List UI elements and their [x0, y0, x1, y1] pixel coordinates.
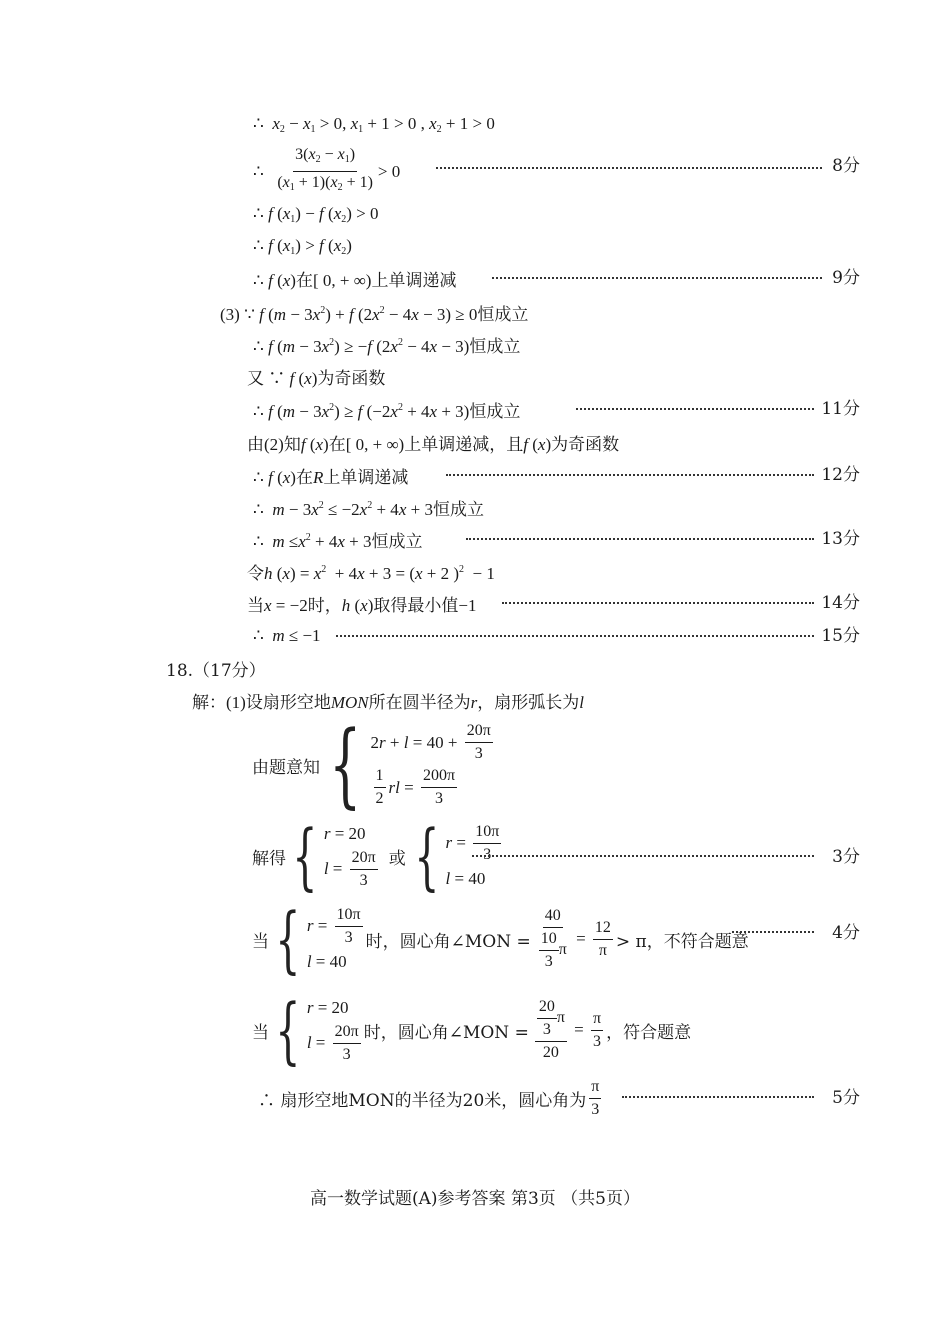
- step-line: [0, 296, 950, 328]
- score-label: 3分: [832, 847, 860, 867]
- step-inequality: ∴ $m - 3x^2 \le -2x^2 + 4x + 3$恒成立: [253, 499, 484, 519]
- step-line: [0, 555, 950, 587]
- conclusion: ∴ 扇形空地MON的半径为20米，圆心角为 $\frac{\pi}{3}$: [258, 1077, 600, 1118]
- score-label: 9分: [832, 268, 860, 288]
- step-line: [0, 491, 950, 523]
- step-define-h: 令h $(x) = x^2 + 4x + 3 = (x + 2$ )$^2$ − 1: [247, 563, 495, 583]
- step-line: [0, 262, 950, 294]
- solved-label: 解得: [252, 848, 286, 869]
- given-label: 由题意知: [252, 757, 320, 778]
- step-line: [0, 360, 950, 392]
- case-r: r = $\frac{10\pi}{3}$: [306, 905, 361, 946]
- case-l: l = $\frac{20\pi}{3}$: [306, 1022, 359, 1063]
- step-m-bound: ∴ $m \le x^2 + 4x + 3$恒成立: [253, 531, 423, 551]
- step-line: [0, 426, 950, 458]
- step-line: [0, 523, 950, 555]
- case-1: 当 { r = $\frac{10\pi}{3}$ l = 40 时，圆心角∠MON = 40 $\frac{10}{3}$ π = $\frac{12}{\pi}$ > π，不符合题意: [252, 897, 749, 981]
- equation: $\frac{1}{2}$ rl = $\frac{200\pi}{3}$: [375, 767, 456, 807]
- q18-intro: 解：(1)设扇形空地MON所在圆半径为r，扇形弧长为l: [192, 692, 584, 712]
- case-2-suffix: 时，圆心角∠MON =: [363, 1022, 529, 1043]
- step-rearranged: ∴ f $(m - 3x^2) \ge -f$ $(2x^2 - 4x - 3)$恒成立: [253, 336, 521, 356]
- or-label: 或: [388, 848, 406, 869]
- solution-l: l = $\frac{20\pi}{3}$: [323, 848, 376, 889]
- step-f-difference: ∴ f $(x_1) - f$ $(x_2) > 0$: [253, 203, 379, 225]
- brace: {: [292, 814, 318, 898]
- step-fraction-positive: ∴ $\frac{3(x_2 - x_1)}{(x_1 + 1)(x_2 + 1)}$ > 0: [253, 146, 401, 193]
- score-label: 12分: [821, 465, 860, 485]
- case-1-suffix: 时，圆心角∠MON =: [365, 931, 531, 952]
- page-footer: 高一数学试题(A)参考答案 第3页 （共5页）: [310, 1189, 640, 1209]
- score-label: 11分: [821, 399, 860, 419]
- step-line: [0, 108, 950, 140]
- question-18-heading: 18.（17分）: [166, 660, 266, 681]
- conclusion-text: ∴ 扇形空地MON的半径为20米，圆心角为: [258, 1090, 587, 1111]
- leader-dots: [436, 167, 822, 169]
- leader-dots: [732, 931, 814, 933]
- brace: {: [275, 897, 301, 981]
- step-line: [0, 328, 950, 360]
- solution-r: r = 20: [323, 823, 366, 843]
- leader-dots: [492, 277, 822, 279]
- step-line: [0, 198, 950, 230]
- step-part3-condition: (3) ∵ f $(m - 3x^2) + f$ $(2x^2 - 4x - 3) \ge 0$恒成立: [220, 304, 529, 324]
- case-1-result: > π，不符合题意: [615, 931, 749, 952]
- step-f-compare: ∴ f $(x_1) > f$ $(x_2)$: [253, 235, 352, 257]
- score-label: 13分: [821, 529, 860, 549]
- step-decreasing: ∴ f (x)在[ 0, + ∞)上单调递减: [253, 270, 457, 290]
- step-minimum: 当x = −2时，h (x)取得最小值−1: [247, 595, 477, 615]
- leader-dots: [622, 1096, 814, 1098]
- case-2-block: [0, 988, 950, 1072]
- score-label: 14分: [821, 593, 860, 613]
- score-label: 8分: [832, 156, 860, 176]
- leader-dots: [502, 602, 814, 604]
- case-1-prefix: 当: [252, 931, 269, 952]
- step-line: [0, 459, 950, 491]
- given-system: [252, 711, 496, 818]
- conclusion-block: [0, 1076, 950, 1120]
- leader-dots: [466, 538, 814, 540]
- step-line: [0, 393, 950, 425]
- case-l: l = 40: [306, 951, 347, 971]
- step-odd-function: 又 ∵ f (x)为奇函数: [247, 368, 386, 388]
- step-line: [0, 587, 950, 619]
- step-from-part2: 由(2)知f (x)在[ 0, + ∞)上单调递减，且f (x)为奇函数: [247, 434, 620, 454]
- brace: {: [329, 711, 362, 818]
- step-final-m: ∴ m ≤ −1: [253, 626, 321, 645]
- step-odd-applied: ∴ f $(m - 3x^2) \ge f$ $(-2x^2 + 4x + 3)$恒成立: [253, 401, 521, 421]
- step-x-differences: ∴ $x_2 - x_1 > 0$, $x_1 + 1 > 0$ , $x_2 + 1 > 0$: [253, 113, 495, 135]
- leader-dots: [576, 408, 814, 410]
- score-label: 4分: [832, 923, 860, 943]
- question-18-heading-row: [0, 652, 950, 684]
- leader-dots: [336, 635, 814, 637]
- leader-dots: [472, 855, 814, 857]
- q18-intro-row: [0, 684, 950, 716]
- solution-r: r = $\frac{10\pi}{3}$: [445, 822, 500, 863]
- score-label: 15分: [821, 626, 860, 646]
- leader-dots: [446, 474, 814, 476]
- score-label: 5分: [832, 1088, 860, 1108]
- step-line: [0, 230, 950, 262]
- case-2-result: ，符合题意: [606, 1022, 692, 1043]
- case-1-block: [0, 898, 950, 980]
- equation: 2 r + l = 40 + $\frac{20\pi}{3}$: [370, 722, 491, 762]
- step-decreasing-R: ∴ f (x)在R上单调递减: [253, 467, 409, 487]
- step-line: [0, 140, 950, 194]
- brace: {: [414, 814, 440, 898]
- case-r: r = 20: [306, 997, 349, 1017]
- case-2: 当 { r = 20 l = $\frac{20\pi}{3}$ 时，圆心角∠MON = $\frac{20}{3}$ π 20 = $\frac{\pi}{3}$ ，符合题意: [252, 988, 692, 1072]
- given-system-block: [0, 711, 950, 818]
- solved-system: [252, 814, 504, 898]
- solution-l: l = 40: [445, 868, 486, 888]
- step-line: [0, 620, 950, 652]
- brace: {: [275, 988, 301, 1072]
- case-2-prefix: 当: [252, 1022, 269, 1043]
- solved-system-block: [0, 814, 950, 898]
